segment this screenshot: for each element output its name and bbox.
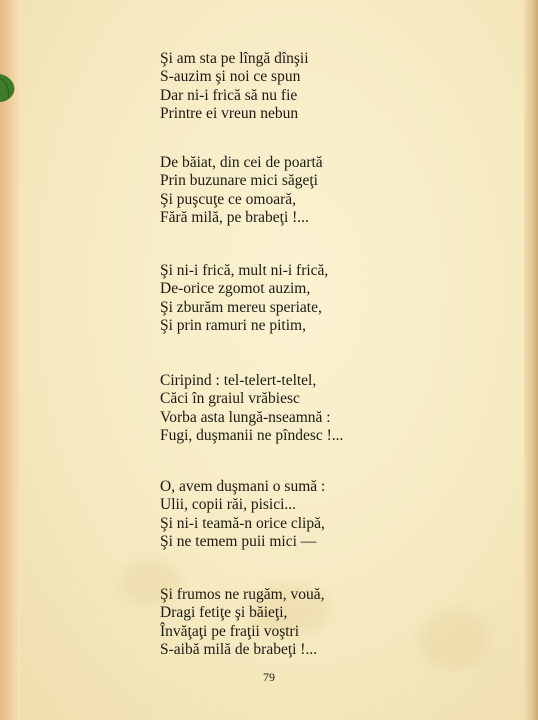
verse-line: Printre ei vreun nebun (160, 105, 299, 123)
verse-line: Vorba asta lungă-nseamnă : (160, 408, 331, 426)
verse-line: Şi zburăm mereu speriate, (160, 298, 322, 316)
verse-line: Căci în graiul vrăbiesc (160, 390, 300, 408)
verse-line: Şi frumos ne rugăm, vouă, (160, 586, 325, 603)
verse-line: Ciripind : tel-telert-teltel, (160, 372, 317, 389)
stanza-3 (160, 262, 328, 336)
verse-line: Prin buzunare mici săgeţi (160, 172, 318, 190)
page-gutter-left (0, 0, 20, 720)
verse-line: Dar ni-i frică să nu fie (160, 86, 298, 104)
verse-line: S-aibă milă de brabeţi !... (160, 641, 318, 659)
verse-line: Şi ne temem puii mici — (160, 533, 317, 551)
verse-line: Învăţaţi pe fraţii voştri (160, 622, 300, 640)
verse-line: Ulii, copii răi, pisici... (160, 496, 297, 514)
verse-line: Şi prin ramuri ne pitim, (160, 317, 306, 335)
stanza-5 (160, 478, 325, 552)
stanza-2 (160, 154, 323, 228)
leaf-icon (0, 70, 16, 104)
verse-line: De băiat, din cei de poartă (160, 154, 323, 171)
page-edge-right (524, 0, 538, 720)
paper-stain (420, 610, 490, 670)
verse-line: S-auzim şi noi ce spun (160, 68, 301, 86)
verse-line: Şi puşcuţe ce omoară, (160, 190, 297, 208)
verse-line: Şi ni-i teamă-n orice clipă, (160, 514, 325, 532)
verse-line: Fugi, duşmanii ne pîndesc !... (160, 427, 344, 445)
stanza-6 (160, 586, 324, 660)
verse-line: Fără milă, pe brabeţi !... (160, 209, 309, 227)
stanza-4 (160, 372, 343, 446)
page-number: 79 (263, 670, 275, 684)
verse-line: O, avem duşmani o sumă : (160, 478, 326, 495)
verse-line: Şi am sta pe lîngă dînşii (160, 50, 309, 67)
verse-line: Dragi fetiţe şi băieţi, (160, 604, 288, 622)
verse-line: Şi ni-i frică, mult ni-i frică, (160, 262, 329, 279)
verse-line: De-orice zgomot auzim, (160, 280, 311, 298)
stanza-1 (160, 50, 309, 124)
